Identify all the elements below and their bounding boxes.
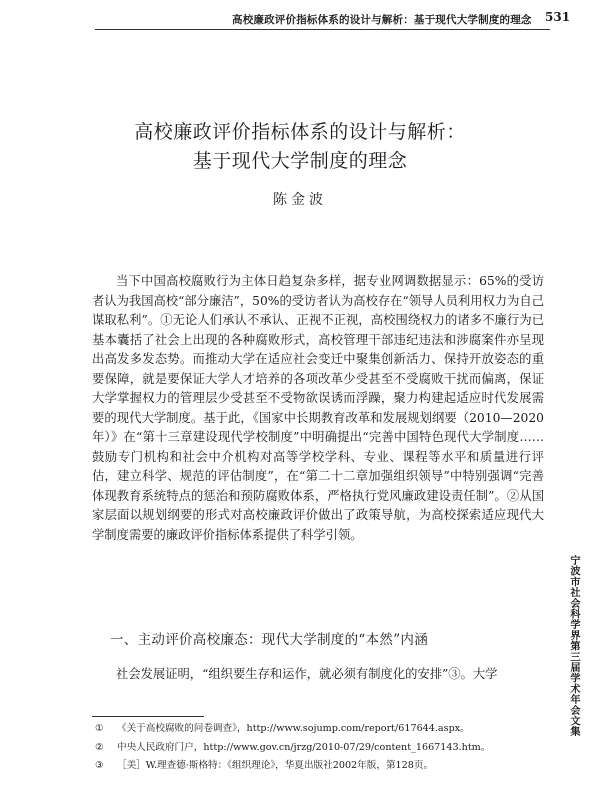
running-header [0, 10, 600, 30]
footnote-rule [92, 716, 204, 717]
header-rule [95, 29, 550, 30]
article-title-line1: 高校廉政评价指标体系的设计与解析： [134, 121, 466, 143]
side-collection-label: 宁波市社会科学界第三届学术年会文集 [568, 555, 580, 737]
footnote-3-text: ［美］W.理查德·斯格特：《组织理论》，华夏出版社2002年版，第128页。 [117, 760, 434, 771]
running-header-title: 高校廉政评价指标体系的设计与解析：基于现代大学制度的理念 [232, 14, 532, 26]
footnote-2-text: 中央人民政府门户，http://www.gov.cn/jrzg/2010-07/29/content_1667143.htm。 [117, 742, 491, 753]
footnote-1-marker: ① [95, 723, 104, 734]
paragraph-intro: 当下中国高校腐败行为主体日趋复杂多样，据专业网调数据显示：65%的受访者认为我国高校“部分廉洁”，50%的受访者认为高校存在“领导人员利用权力为自己谋取私利”。①无论人们承认不承认、正视不正视，高校围绕权力的诸多不廉行为已基本囊括了社会上出现的各种腐败形式，高校管理干部违纪违法和涉腐案件亦呈现出高发多发态势。而推动大学在适应社会变迁中聚集创新活力、保持开放姿态的重要保障，就是要保证大学人才培养的各项改革少受甚至不受腐败干扰而偏离，保证大学掌握权力的管理层少受甚至不受物欲误诱而浮躁，聚力构建起适应时代发展需要的现代大学制度。基于此，《国家中长期教育改革和发展规划纲要（2010—2020年）》在“第十三章建设现代学校制度”中明确提出“完善中国特色现代大学制度……鼓励专门机构和社会中介机构对高等学校学科、专业、课程等水平和质量进行评估，建立科学、规范的评估制度”，在“第二十二章加强组织领导”中特别强调“完善体现教育系统特点的惩治和预防腐败体系，严格执行党风廉政建设责任制”。②从国家层面以规划纲要的形式对高校廉政评价做出了政策导航，为高校探索适应现代大学制度需要的廉政评价指标体系提供了科学引领。 [92, 274, 544, 542]
footnote-1-text: 《关于高校腐败的问卷调查》，http://www.sojump.com/report/617644.aspx。 [117, 723, 470, 734]
section-heading: 一、主动评价高校廉态：现代大学制度的“本然”内涵 [110, 632, 429, 648]
author-name: 陈金波 [273, 192, 327, 208]
footnote-3 [95, 759, 433, 772]
footnote-3-marker: ③ [95, 760, 104, 771]
footnote-2-marker: ② [95, 742, 104, 753]
page-number: 531 [545, 10, 571, 24]
article-title-line2: 基于现代大学制度的理念 [192, 150, 408, 172]
footnote-1 [95, 722, 470, 735]
paragraph-section-start: 社会发展证明，“组织要生存和运作，就必须有制度化的安排”③。大学 [116, 667, 498, 681]
footnote-2 [95, 741, 490, 754]
